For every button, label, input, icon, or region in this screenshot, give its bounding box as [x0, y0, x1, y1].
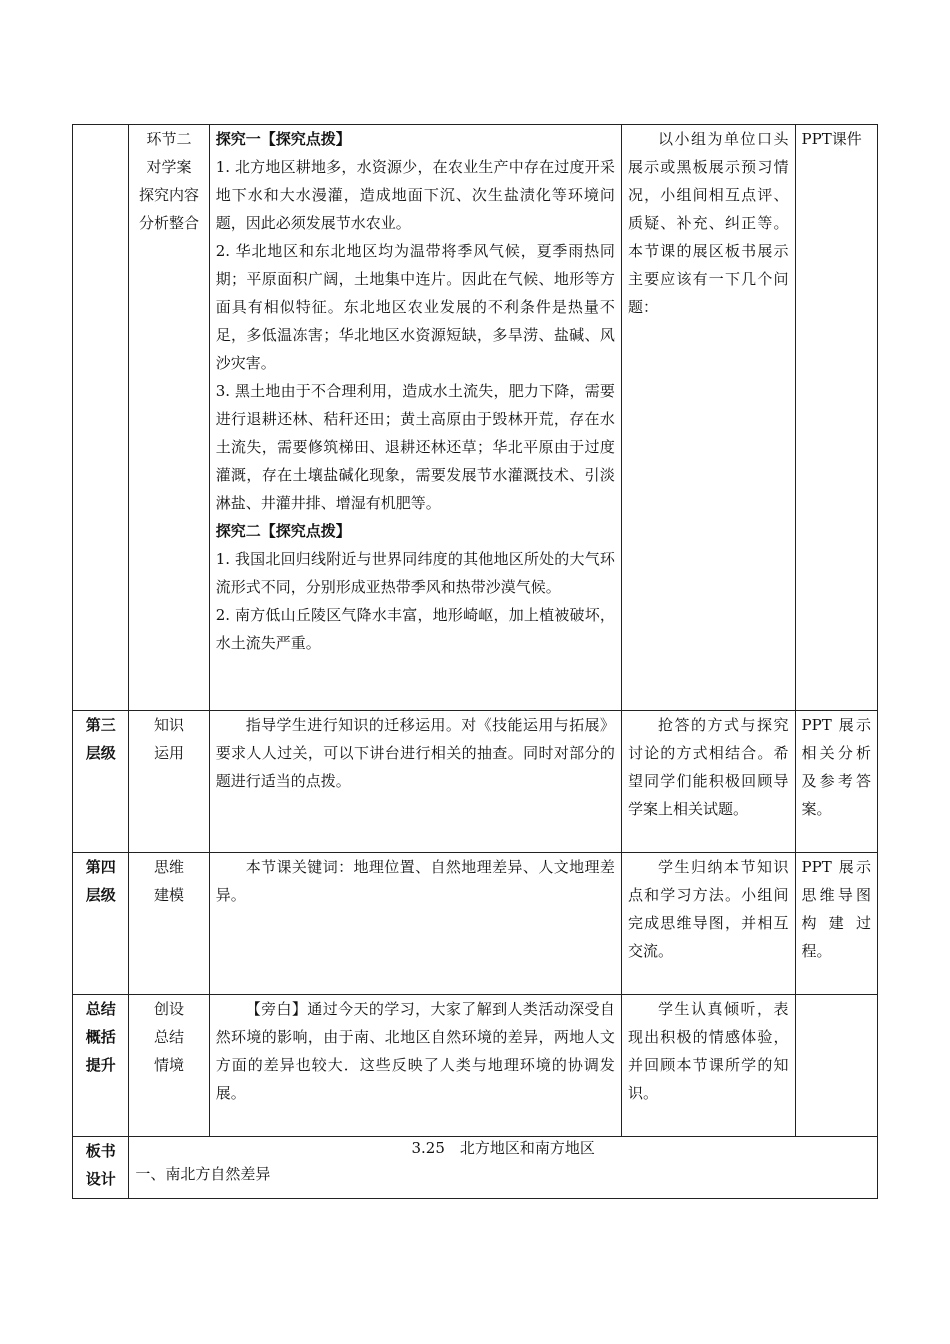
stage-line: 建模 [154, 886, 185, 904]
stage-line: 知识 [154, 716, 185, 734]
level-cell: 第三层级 [73, 711, 129, 853]
table-row [73, 125, 878, 711]
stage-cell [129, 125, 209, 711]
teacher-activity-cell [209, 125, 621, 711]
inquiry-heading: 探究一【探究点拨】 [215, 130, 351, 148]
table-row [73, 853, 878, 995]
media-cell [795, 995, 877, 1137]
teacher-activity-cell: 指导学生进行知识的迁移运用。对《技能运用与拓展》要求人人过关，可以下讲台进行相关的抽查。同时对部分的题进行适当的点拨。 [209, 711, 621, 853]
stage-line: 运用 [154, 744, 185, 762]
table-row [73, 995, 878, 1137]
table-row [73, 711, 878, 853]
content-paragraph: 1. 北方地区耕地多，水资源少，在农业生产中存在过度开采地下水和大水漫灌，造成地面下沉、次生盐渍化等环境问题，因此必须发展节水农业。 [215, 158, 615, 232]
media-cell: PPT课件 [795, 125, 877, 711]
stage-line: 探究内容 [139, 186, 200, 204]
content-paragraph: 2. 南方低山丘陵区气降水丰富，地形崎岖，加上植被破坏，水土流失严重。 [215, 606, 615, 652]
student-activity-cell: 学生认真倾听，表现出积极的情感体验，并回顾本节课所学的知识。 [621, 995, 795, 1137]
stage-cell [129, 995, 209, 1137]
lesson-plan-table [72, 124, 878, 1199]
student-activity-cell: 以小组为单位口头展示或黑板展示预习情况，小组间相互点评、质疑、补充、纠正等。本节课的展区板书展示主要应该有一下几个问题： [621, 125, 795, 711]
content-paragraph: 2. 华北地区和东北地区均为温带将季风气候，夏季雨热同期；平原面积广阔，土地集中连片。因此在气候、地形等方面具有相似特征。东北地区农业发展的不利条件是热量不足，多低温冻害；华北地区水资源短缺，多旱涝、盐碱、风沙灾害。 [215, 242, 615, 372]
board-line: 一、南北方自然差异 [135, 1165, 271, 1183]
teacher-activity-cell: 本节课关键词：地理位置、自然地理差异、人文地理差异。 [209, 853, 621, 995]
inquiry-heading: 探究二【探究点拨】 [215, 522, 351, 540]
content-paragraph: 3. 黑土地由于不合理利用，造成水土流失，肥力下降，需要进行退耕还林、秸秆还田；黄土高原由于毁林开荒，存在水土流失，需要修筑梯田、退耕还林还草；华北平原由于过度灌溉，存在土壤盐碱化现象，需要发展节水灌溉技术、引淡淋盐、井灌井排、增湿有机肥等。 [215, 382, 615, 512]
stage-line: 思维 [154, 858, 185, 876]
teacher-activity-cell: 【旁白】通过今天的学习，大家了解到人类活动深受自然环境的影响，由于南、北地区自然环境的差异，两地人文方面的差异也较大．这些反映了人类与地理环境的协调发展。 [209, 995, 621, 1137]
student-activity-cell: 学生归纳本节知识点和学习方法。小组间完成思维导图，并相互交流。 [621, 853, 795, 995]
stage-line: 情境 [154, 1056, 185, 1074]
student-activity-cell: 抢答的方式与探究讨论的方式相结合。希望同学们能积极回顾导学案上相关试题。 [621, 711, 795, 853]
level-cell [73, 125, 129, 711]
table-row [73, 1137, 878, 1199]
content-paragraph: 1. 我国北回归线附近与世界同纬度的其他地区所处的大气环流形式不同，分别形成亚热带季风和热带沙漠气候。 [215, 550, 615, 596]
stage-line: 总结 [154, 1028, 185, 1046]
media-cell: PPT 展示相关分析及参考答案。 [795, 711, 877, 853]
stage-cell [129, 711, 209, 853]
media-cell: PPT 展示思维导图构建过程。 [795, 853, 877, 995]
stage-cell [129, 853, 209, 995]
stage-line: 对学案 [146, 158, 192, 176]
level-cell: 总结概括提升 [73, 995, 129, 1137]
board-title: 3.25 北方地区和南方地区 [411, 1139, 595, 1157]
board-label-cell: 板书设计 [73, 1137, 129, 1199]
stage-line: 创设 [154, 1000, 185, 1018]
stage-line: 环节二 [146, 130, 192, 148]
level-cell: 第四层级 [73, 853, 129, 995]
stage-line: 分析整合 [139, 214, 200, 232]
board-design-cell [129, 1137, 878, 1199]
